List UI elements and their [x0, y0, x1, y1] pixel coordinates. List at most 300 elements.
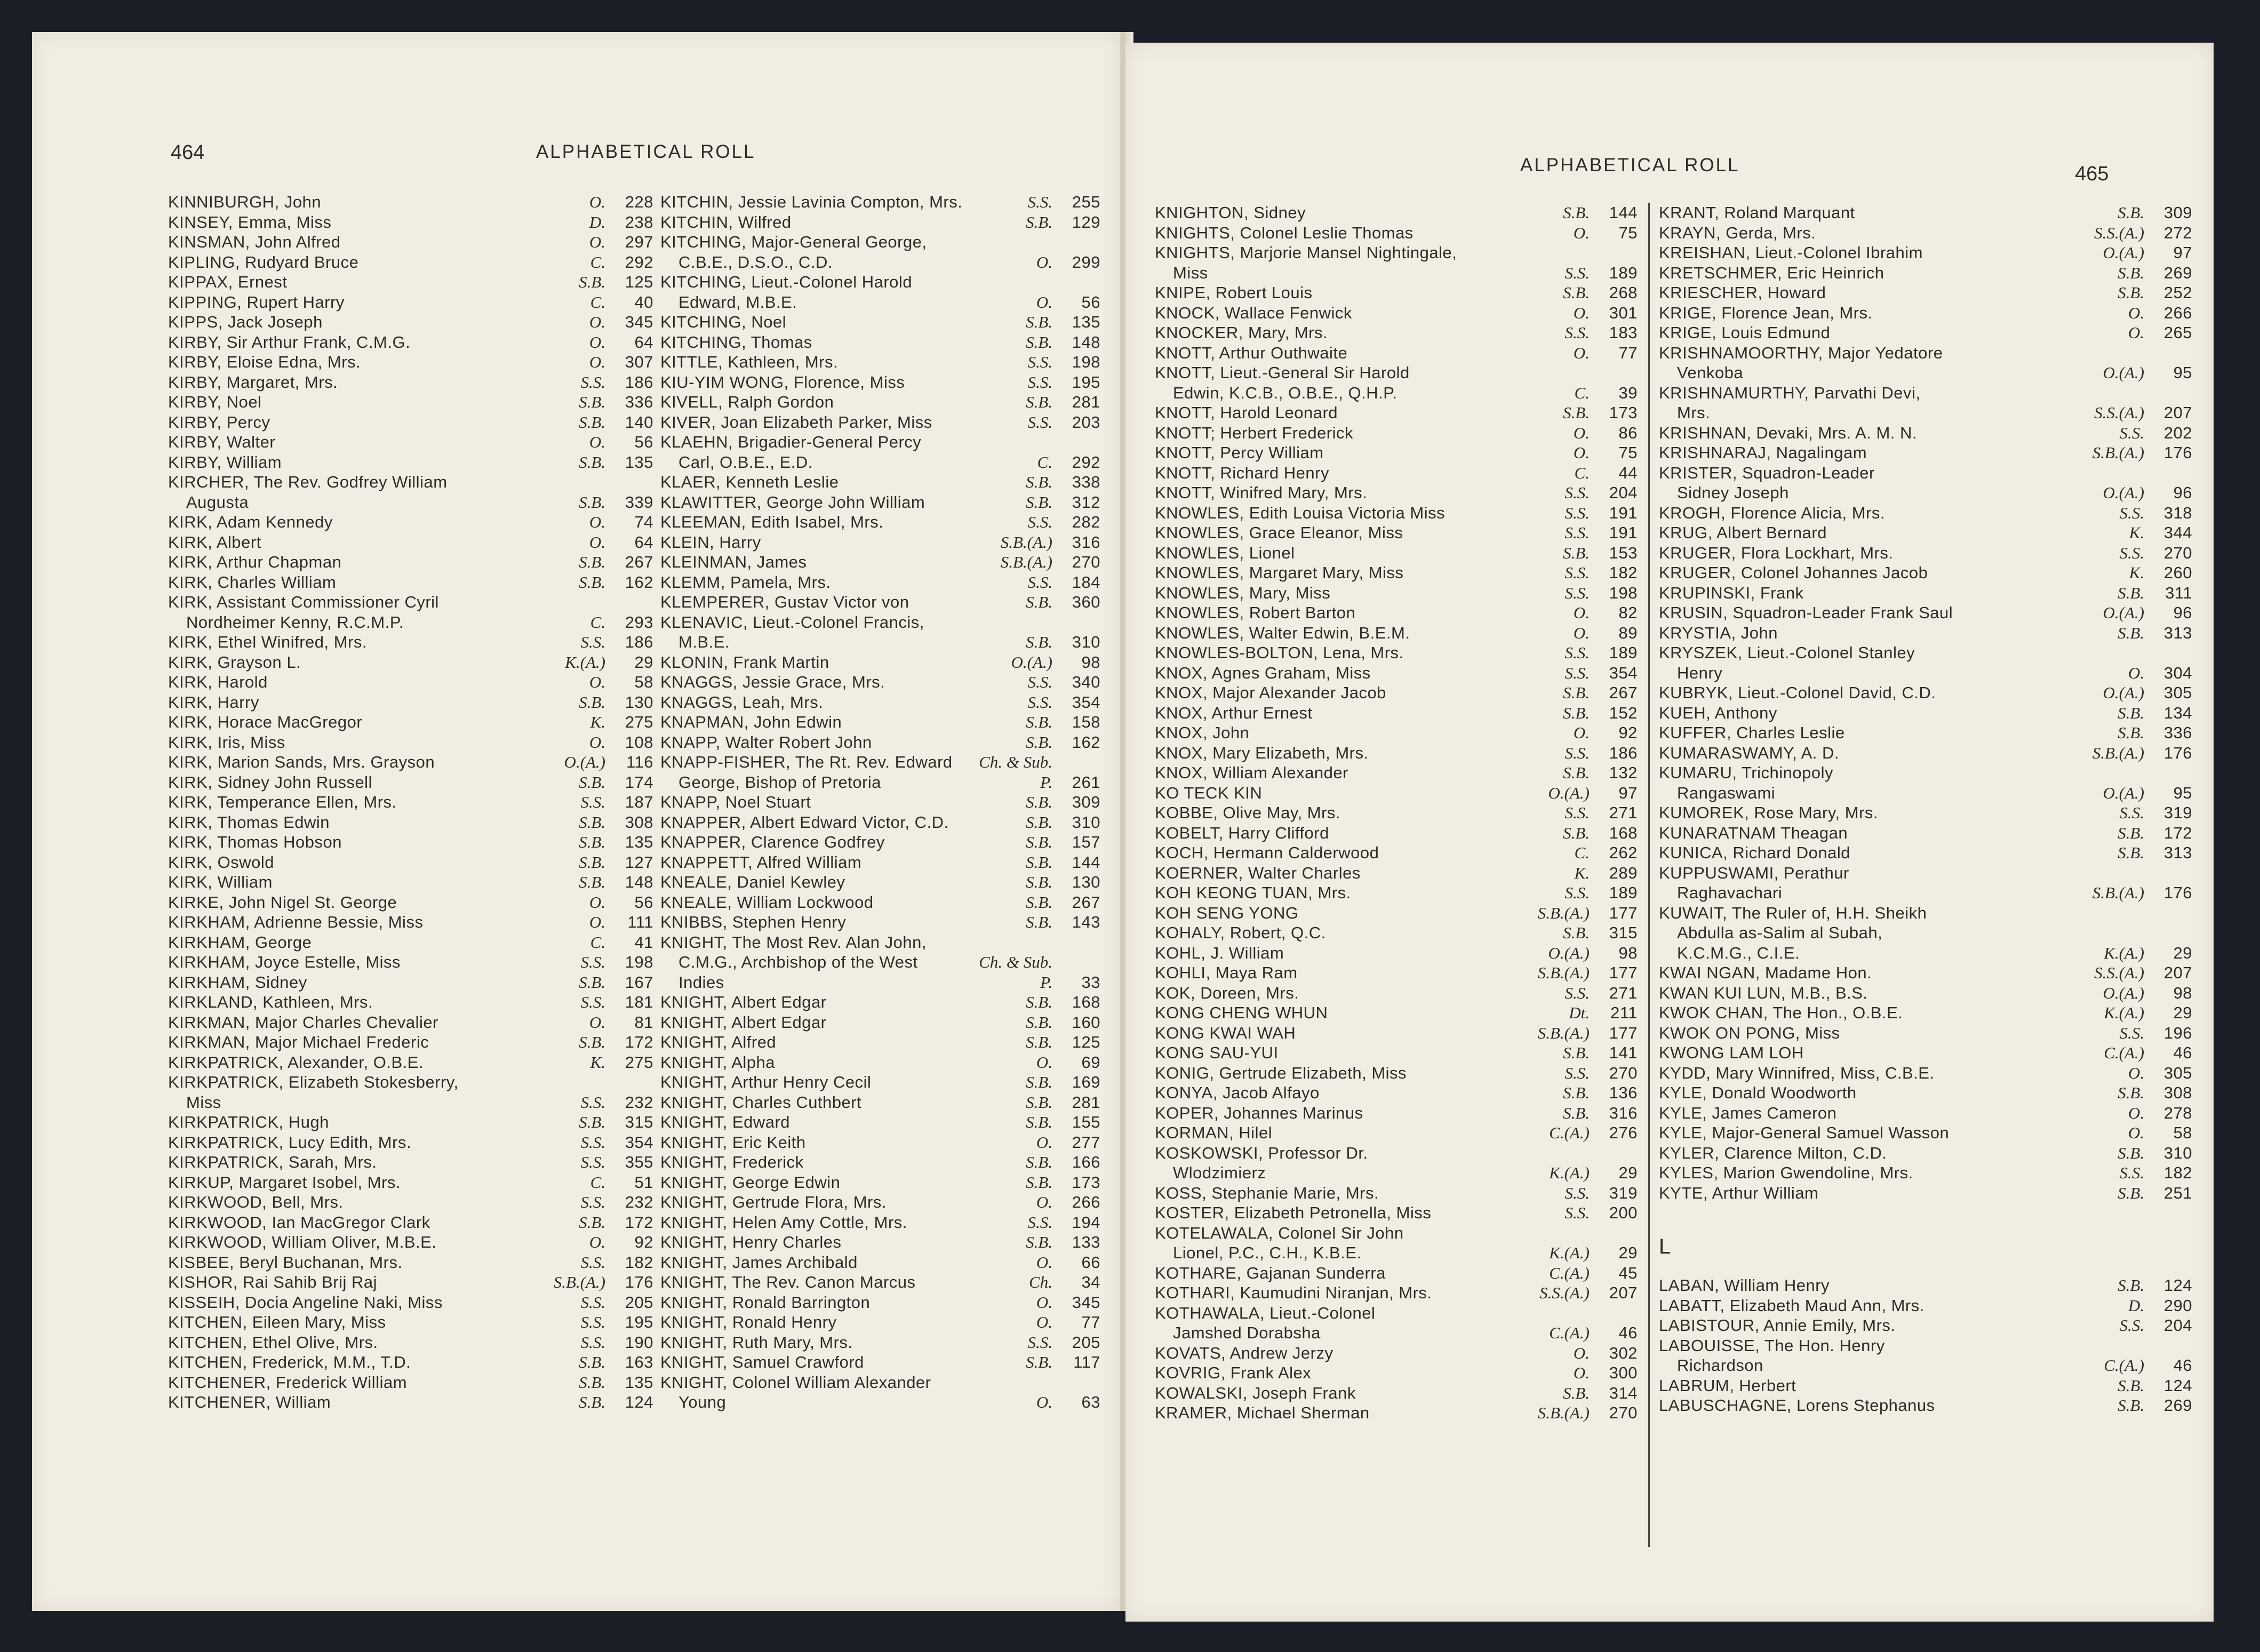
entry-award: S.S.	[1564, 523, 1590, 542]
entry-name: KNOTT; Herbert Frederick	[1155, 423, 1354, 442]
entry-name: KITCHING, Lieut.-Colonel Harold Edward, M.B.E.	[660, 273, 913, 312]
roll-entry	[168, 972, 653, 993]
roll-entry	[168, 1072, 653, 1112]
entry-name: KOTHARE, Gajanan Sunderra	[1155, 1263, 1386, 1282]
entry-award: S.S.	[580, 1252, 605, 1272]
entry-name: KIRBY, William	[168, 452, 282, 472]
entry-name: KIPPAX, Ernest	[168, 273, 288, 291]
entry-name: KRUSIN, Squadron-Leader Frank Saul	[1659, 603, 1953, 622]
entry-award: S.S.	[580, 1153, 605, 1171]
entry-page: 261	[1072, 772, 1100, 792]
entry-name: KOHALY, Robert, Q.C.	[1155, 923, 1326, 942]
entry-page: 270	[1609, 1403, 1638, 1422]
roll-entry	[1155, 423, 1638, 443]
entry-page: 271	[1609, 803, 1638, 822]
entry-award: S.S.	[1564, 1203, 1590, 1222]
roll-entry	[1155, 583, 1638, 603]
entry-name: KNIGHT, Arthur Henry Cecil	[660, 1073, 872, 1091]
roll-entry	[660, 552, 1100, 572]
entry-award: S.S.	[580, 372, 605, 392]
entry-award: C.(A.)	[1549, 1263, 1590, 1282]
entry-award: S.S.	[2119, 503, 2144, 522]
entry-name: KIRK, Charles William	[168, 572, 337, 592]
entry-page: 194	[1072, 1212, 1100, 1232]
entry-name: KNIGHT, Samuel Crawford	[660, 1353, 864, 1371]
running-header-left: ALPHABETICAL ROLL	[536, 141, 756, 162]
entry-page: 275	[625, 1052, 653, 1072]
entry-award: O.	[589, 313, 605, 331]
roll-entry	[660, 412, 1100, 433]
entry-page: 354	[1072, 692, 1100, 712]
entry-page: 135	[1072, 313, 1100, 331]
entry-page: 255	[1072, 193, 1100, 211]
entry-name: KIRKPATRICK, Hugh	[168, 1113, 329, 1131]
entry-name: KUMOREK, Rose Mary, Mrs.	[1659, 803, 1879, 822]
entry-award: S.S.	[1564, 563, 1590, 582]
roll-entry	[168, 692, 653, 713]
entry-page: 262	[1609, 843, 1638, 862]
entry-name: KIRBY, Walter	[168, 433, 276, 451]
entry-name: KIRKPATRICK, Alexander, O.B.E.	[168, 1052, 424, 1072]
entry-award: S.B.	[579, 833, 605, 851]
entry-award: S.B.	[579, 553, 605, 571]
entry-page: 97	[1618, 783, 1638, 802]
entry-name: KONG SAU-YUI	[1155, 1043, 1279, 1062]
roll-entry	[1155, 823, 1638, 843]
entry-page: 127	[625, 852, 653, 872]
roll-entry	[1659, 1163, 2192, 1183]
entry-page: 176	[625, 1273, 653, 1291]
roll-entry	[660, 692, 1100, 713]
entry-page: 186	[625, 633, 653, 651]
roll-entry	[1659, 543, 2192, 563]
entry-page: 82	[1618, 603, 1638, 622]
entry-page: 195	[625, 1313, 653, 1331]
roll-entry	[1659, 203, 2192, 223]
entry-award: S.B.(A.)	[553, 1273, 605, 1291]
entry-page: 56	[634, 433, 653, 451]
entry-award: S.S.	[1564, 1063, 1590, 1082]
entry-name: KNOX, Major Alexander Jacob	[1155, 683, 1386, 702]
entry-award: O.(A.)	[564, 753, 605, 771]
entry-award: O.	[2128, 1063, 2144, 1082]
entry-page: 29	[2173, 1003, 2192, 1022]
entry-name: KRIESCHER, Howard	[1659, 283, 1826, 302]
entry-page: 111	[627, 913, 653, 931]
entry-page: 124	[2163, 1276, 2192, 1295]
entry-name: KNAPP-FISHER, The Rt. Rev. Edward George, Bishop of Pretoria	[660, 753, 953, 792]
entry-name: KONIG, Gertrude Elizabeth, Miss	[1155, 1063, 1407, 1082]
roll-entry	[1155, 403, 1638, 423]
entry-page: 163	[625, 1353, 653, 1371]
roll-entry	[1659, 503, 2192, 523]
entry-page: 182	[2163, 1163, 2192, 1182]
entry-award: O.	[1573, 343, 1590, 362]
entry-name: KWAN KUI LUN, M.B., B.S.	[1659, 983, 1868, 1002]
entry-name: KLEMPERER, Gustav Victor von	[660, 593, 909, 611]
entry-award: S.B.	[2118, 1143, 2144, 1162]
roll-entry	[1659, 603, 2192, 623]
entry-name: KYLE, Major-General Samuel Wasson	[1659, 1123, 1950, 1142]
roll-entry	[1155, 1223, 1638, 1263]
entry-page: 316	[1609, 1103, 1638, 1122]
entry-name: KIU-YIM WONG, Florence, Miss	[660, 372, 905, 392]
roll-entry	[1659, 1043, 2192, 1063]
roll-entry	[1659, 1183, 2192, 1203]
entry-page: 211	[1610, 1003, 1638, 1022]
entry-name: KITCHING, Major-General George, C.B.E., D.S.O., C.D.	[660, 233, 927, 272]
entry-page: 46	[2173, 1043, 2192, 1062]
entry-page: 174	[625, 772, 653, 792]
entry-name: KIRK, Horace MacGregor	[168, 713, 363, 731]
entry-award: S.B.	[1026, 393, 1052, 411]
roll-entry	[660, 272, 1100, 312]
entry-page: 266	[1072, 1193, 1100, 1211]
entry-name: KIRKHAM, Joyce Estelle, Miss	[168, 953, 401, 971]
entry-page: 307	[625, 353, 653, 371]
entry-award: O.	[589, 513, 605, 531]
entry-award: S.B.	[579, 452, 605, 472]
roll-entry	[168, 512, 653, 532]
entry-award: S.B.	[2118, 723, 2144, 742]
entry-award: K.	[1574, 863, 1590, 882]
entry-name: KNIGHT, Alpha	[660, 1052, 775, 1072]
entry-award: S.S.	[1027, 572, 1052, 592]
entry-page: 304	[2163, 663, 2192, 682]
entry-award: C.	[590, 612, 605, 632]
entry-page: 301	[1609, 303, 1638, 322]
entry-page: 160	[1072, 1012, 1100, 1032]
roll-entry	[660, 1272, 1100, 1292]
roll-entry	[1659, 563, 2192, 583]
k-entries	[1659, 203, 2192, 1203]
entry-award: S.B.(A.)	[1000, 553, 1052, 571]
entry-name: KINSEY, Emma, Miss	[168, 212, 332, 232]
entry-name: KRUGER, Colonel Johannes Jacob	[1659, 563, 1928, 582]
entry-page: 302	[1609, 1343, 1638, 1362]
entry-page: 168	[1609, 823, 1638, 842]
roll-entry	[1155, 523, 1638, 543]
entry-award: O.	[1036, 1313, 1052, 1331]
entry-award: O.	[2128, 1123, 2144, 1142]
roll-entry	[1155, 1383, 1638, 1403]
roll-entry	[168, 412, 653, 433]
roll-entry	[1659, 283, 2192, 303]
entry-name: LABOUISSE, The Hon. Henry Richardson	[1659, 1336, 1885, 1375]
roll-entry	[1659, 1083, 2192, 1103]
entry-page: 29	[1618, 1243, 1638, 1262]
entry-name: KITCHING, Noel	[660, 313, 787, 331]
entry-name: KIRKPATRICK, Lucy Edith, Mrs.	[168, 1132, 412, 1152]
entry-page: 46	[1618, 1323, 1638, 1342]
entry-page: 46	[2173, 1356, 2192, 1375]
entry-page: 177	[1609, 1023, 1638, 1042]
entry-page: 148	[1072, 332, 1100, 352]
roll-entry	[168, 1032, 653, 1052]
roll-entry	[660, 372, 1100, 393]
roll-entry	[1155, 723, 1638, 743]
entry-page: 187	[625, 793, 653, 811]
entry-page: 173	[1072, 1172, 1100, 1192]
entry-award: S.S.(A.)	[1539, 1283, 1590, 1302]
entry-name: KWONG LAM LOH	[1659, 1043, 1804, 1062]
roll-entry	[660, 1312, 1100, 1332]
entry-page: 172	[625, 1033, 653, 1051]
entry-page: 152	[1609, 703, 1638, 722]
entry-name: KIRK, Assistant Commissioner Cyril Nordheimer Kenny, R.C.M.P.	[168, 593, 439, 632]
entry-name: KRAYN, Gerda, Mrs.	[1659, 223, 1816, 242]
entry-page: 116	[626, 753, 653, 771]
entry-award: O.	[2128, 323, 2144, 342]
entry-page: 96	[2173, 483, 2192, 502]
entry-name: KLENAVIC, Lieut.-Colonel Francis, M.B.E.	[660, 612, 924, 651]
right-page	[1125, 43, 2214, 1622]
roll-entry	[1155, 1183, 1638, 1203]
roll-entry	[660, 812, 1100, 833]
roll-entry	[660, 572, 1100, 593]
entry-award: O.	[1036, 1052, 1052, 1072]
entry-award: S.S.	[1027, 353, 1052, 371]
entry-name: KLONIN, Frank Martin	[660, 652, 829, 672]
entry-page: 63	[1081, 1393, 1100, 1411]
roll-entry	[1155, 663, 1638, 683]
entry-name: KIRKE, John Nigel St. George	[168, 892, 397, 912]
roll-entry	[168, 892, 653, 913]
entry-award: K.	[2129, 563, 2144, 582]
roll-entry	[1155, 323, 1638, 343]
entry-name: KOHLI, Maya Ram	[1155, 963, 1298, 982]
entry-page: 158	[1072, 713, 1100, 731]
roll-entry	[168, 572, 653, 593]
entry-award: O.	[1573, 1363, 1590, 1382]
right-column-2	[1659, 203, 2192, 1416]
entry-name: KNIGHTS, Colonel Leslie Thomas	[1155, 223, 1414, 242]
roll-entry	[1155, 1043, 1638, 1063]
entry-award: O.(A.)	[2103, 603, 2144, 622]
entry-name: KOVATS, Andrew Jerzy	[1155, 1343, 1333, 1362]
entry-name: KNOTT, Harold Leonard	[1155, 403, 1338, 422]
entry-name: KNIGHT, Frederick	[660, 1153, 804, 1171]
entry-name: KUFFER, Charles Leslie	[1659, 723, 1845, 742]
entry-page: 81	[634, 1012, 653, 1032]
entry-award: O.	[589, 1233, 605, 1251]
entry-award: O.(A.)	[1011, 652, 1052, 672]
roll-entry	[168, 252, 653, 273]
entry-name: KRUGER, Flora Lockhart, Mrs.	[1659, 543, 1894, 562]
entry-page: 186	[1609, 743, 1638, 762]
entry-name: KNOWLES, Mary, Miss	[1155, 583, 1331, 602]
roll-entry	[1155, 483, 1638, 503]
entry-page: 129	[1072, 212, 1100, 232]
entry-page: 33	[1081, 972, 1100, 992]
entry-page: 232	[625, 1193, 653, 1211]
left-page	[32, 32, 1120, 1611]
entry-name: KLEIN, Harry	[660, 532, 761, 552]
entry-award: O.	[589, 532, 605, 552]
roll-entry	[1659, 1123, 2192, 1143]
entry-page: 176	[2163, 743, 2192, 762]
roll-entry	[168, 532, 653, 553]
entry-page: 39	[1618, 383, 1638, 402]
roll-entry	[1659, 903, 2192, 963]
entry-name: KNEALE, William Lockwood	[660, 892, 874, 912]
entry-name: KNIGHT, Ronald Barrington	[660, 1292, 871, 1312]
entry-award: S.S.	[1027, 513, 1052, 531]
roll-entry	[1659, 1376, 2192, 1396]
entry-name: KIRK, Iris, Miss	[168, 732, 285, 752]
running-header-right: ALPHABETICAL ROLL	[1520, 155, 1740, 175]
entry-award: O.	[589, 732, 605, 752]
entry-name: KYLER, Clarence Milton, C.D.	[1659, 1143, 1887, 1162]
entry-award: S.B.	[1026, 212, 1052, 232]
entry-award: S.B.	[579, 1113, 605, 1131]
entry-page: 345	[1072, 1292, 1100, 1312]
entry-page: 205	[625, 1292, 653, 1312]
entry-award: S.B.	[1563, 763, 1590, 782]
entry-award: S.S.	[580, 1292, 605, 1312]
entry-name: KRANT, Roland Marquant	[1659, 203, 1855, 222]
entry-award: S.S.	[2119, 1163, 2144, 1182]
roll-entry	[660, 1232, 1100, 1252]
roll-entry	[1659, 983, 2192, 1003]
entry-name: KREISHAN, Lieut.-Colonel Ibrahim	[1659, 243, 1923, 262]
roll-entry	[1659, 243, 2192, 263]
entry-award: S.B.	[1026, 1153, 1052, 1171]
entry-name: KOK, Doreen, Mrs.	[1155, 983, 1299, 1002]
entry-award: S.B.(A.)	[1537, 903, 1590, 922]
entry-award: S.B.	[579, 1393, 605, 1411]
entry-award: S.S.	[580, 633, 605, 651]
entry-award: S.B.	[1026, 873, 1052, 891]
entry-name: KYLE, James Cameron	[1659, 1103, 1837, 1122]
entry-name: KNOWLES, Lionel	[1155, 543, 1295, 562]
entry-name: KNAPP, Walter Robert John	[660, 732, 872, 752]
entry-name: KNAGGS, Jessie Grace, Mrs.	[660, 673, 885, 691]
entry-page: 75	[1618, 443, 1638, 462]
roll-entry	[168, 992, 653, 1012]
entry-award: O.(A.)	[2103, 683, 2144, 702]
entry-award: S.S.(A.)	[2094, 403, 2144, 422]
entry-award: O.	[1036, 1132, 1052, 1152]
roll-entry	[168, 872, 653, 892]
entry-name: LABUSCHAGNE, Lorens Stephanus	[1659, 1396, 1935, 1415]
entry-page: 176	[2163, 443, 2192, 462]
entry-award: C.	[590, 1172, 605, 1192]
entry-award: S.B.	[579, 1372, 605, 1392]
entry-page: 195	[1072, 372, 1100, 392]
entry-award: Ch. & Sub. P.	[979, 953, 1052, 992]
entry-name: KOVRIG, Frank Alex	[1155, 1363, 1312, 1382]
roll-entry	[1659, 463, 2192, 503]
roll-entry	[1659, 423, 2192, 443]
entry-name: KITCHEN, Ethel Olive, Mrs.	[168, 1332, 378, 1352]
entry-page: 299	[1072, 252, 1100, 272]
entry-award: S.B.	[1563, 683, 1590, 702]
entry-name: KOHL, J. William	[1155, 943, 1284, 962]
entry-name: KITCHIN, Wilfred	[660, 212, 792, 232]
entry-name: KIRK, William	[168, 873, 273, 891]
entry-page: 45	[1618, 1263, 1638, 1282]
entry-page: 310	[2163, 1143, 2192, 1162]
entry-name: KONG CHENG WHUN	[1155, 1003, 1328, 1022]
roll-entry	[1659, 843, 2192, 863]
entry-name: KIRKLAND, Kathleen, Mrs.	[168, 993, 373, 1011]
entry-page: 134	[2163, 703, 2192, 722]
entry-page: 319	[2163, 803, 2192, 822]
entry-name: KWAI NGAN, Madame Hon.	[1659, 963, 1872, 982]
entry-name: KIRBY, Eloise Edna, Mrs.	[168, 353, 361, 371]
roll-entry	[168, 1292, 653, 1313]
entry-name: KIRKHAM, Adrienne Bessie, Miss	[168, 913, 424, 931]
left-column-1	[168, 192, 653, 1412]
entry-page: 51	[634, 1172, 653, 1192]
roll-entry	[1155, 1203, 1638, 1223]
entry-name: KIRK, Marion Sands, Mrs. Grayson	[168, 753, 435, 771]
entry-award: S.B.(A.)	[2092, 443, 2144, 462]
entry-name: KOTHAWALA, Lieut.-Colonel Jamshed Dorabsha	[1155, 1303, 1376, 1342]
roll-entry	[1659, 723, 2192, 743]
entry-name: KNIGHT, George Edwin	[660, 1172, 841, 1192]
entry-name: KRIGE, Louis Edmund	[1659, 323, 1831, 342]
entry-award: Ch. & Sub. P.	[979, 753, 1052, 792]
entry-award: O.	[589, 1012, 605, 1032]
entry-name: LABATT, Elizabeth Maud Ann, Mrs.	[1659, 1296, 1924, 1315]
entry-name: KIRKMAN, Major Charles Chevalier	[168, 1012, 438, 1032]
entry-page: 207	[2163, 963, 2192, 982]
entry-name: KNIGHT, Helen Amy Cottle, Mrs.	[660, 1212, 907, 1232]
roll-entry	[1155, 563, 1638, 583]
roll-entry	[1155, 963, 1638, 983]
entry-award: O.	[2128, 1103, 2144, 1122]
roll-entry	[168, 1172, 653, 1193]
entry-name: KIRCHER, The Rev. Godfrey William Augusta	[168, 473, 448, 512]
entry-page: 252	[2163, 283, 2192, 302]
roll-entry	[168, 1232, 653, 1252]
entry-page: 189	[1609, 883, 1638, 902]
roll-entry	[168, 1212, 653, 1233]
entry-page: 293	[625, 612, 653, 632]
entry-page: 338	[1072, 473, 1100, 491]
entry-award: S.B.	[1026, 793, 1052, 811]
roll-entry	[1659, 683, 2192, 703]
roll-entry	[168, 1312, 653, 1332]
entry-award: S.B.	[1026, 593, 1052, 611]
entry-name: KRYSTIA, John	[1659, 623, 1778, 642]
entry-name: KRYSZEK, Lieut.-Colonel Stanley Henry	[1659, 643, 1915, 682]
entry-page: 98	[1618, 943, 1638, 962]
entry-name: KNIGHT, Eric Keith	[660, 1132, 806, 1152]
entry-page: 130	[625, 692, 653, 712]
entry-name: KIVELL, Ralph Gordon	[660, 393, 834, 411]
roll-entry	[168, 452, 653, 473]
roll-entry	[168, 292, 653, 313]
roll-entry	[1659, 343, 2192, 383]
entry-name: KOPER, Johannes Marinus	[1155, 1103, 1363, 1122]
entry-award: S.B.	[1026, 1172, 1052, 1192]
entry-page: 265	[2163, 323, 2192, 342]
entry-name: KNIGHT, Gertrude Flora, Mrs.	[660, 1193, 887, 1211]
entry-name: KNIGHT, Colonel William Alexander Young	[660, 1372, 931, 1411]
entry-name: KIRK, Harry	[168, 692, 259, 712]
roll-entry	[660, 1172, 1100, 1193]
entry-award: S.B.(A.)	[1537, 1023, 1590, 1042]
entry-name: KNOTT, Arthur Outhwaite	[1155, 343, 1348, 362]
roll-entry	[1659, 323, 2192, 343]
entry-name: KONYA, Jacob Alfayo	[1155, 1083, 1320, 1102]
roll-entry	[1155, 923, 1638, 943]
entry-name: KRISHNAMURTHY, Parvathi Devi, Mrs.	[1659, 383, 1921, 422]
entry-page: 228	[625, 193, 653, 211]
